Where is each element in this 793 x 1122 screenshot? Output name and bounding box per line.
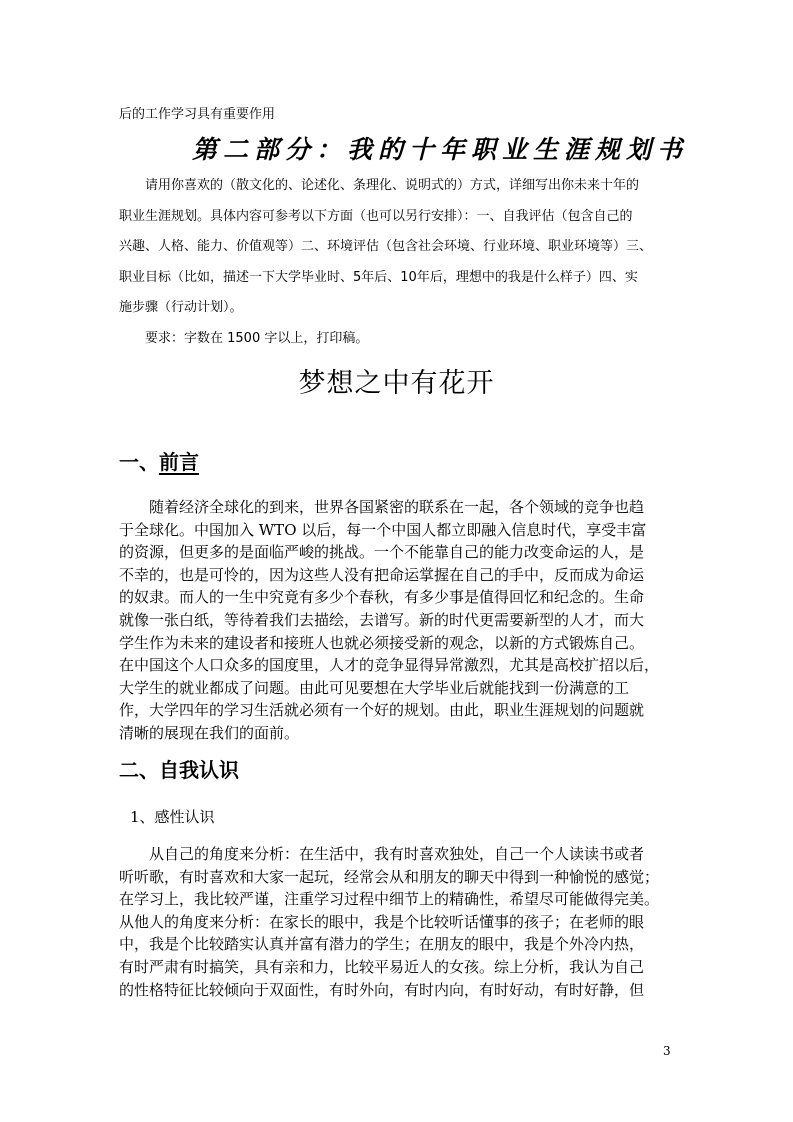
continued-line: 后的工作学习具有重要作用 bbox=[119, 107, 276, 122]
paragraph-line: 有时严肃有时搞笑，具有亲和力，比较平易近人的女孩。综上分析，我认为自己 bbox=[119, 957, 645, 976]
section-number: 一、 bbox=[119, 450, 159, 474]
paragraph-line: 在中国这个人口众多的国度里，人才的竞争显得异常激烈，尤其是高校扩招以后， bbox=[119, 656, 660, 675]
paragraph-line: 于全球化。中国加入 WTO 以后，每一个中国人都立即融入信息时代，享受丰富 bbox=[119, 520, 647, 539]
paragraph-line: 听听歌，有时喜欢和大家一起玩，经常会从和朋友的聊天中得到一种愉悦的感觉； bbox=[119, 867, 660, 886]
paragraph-line: 的资源，但更多的是面临严峻的挑战。一个不能靠自己的能力改变命运的人，是 bbox=[119, 543, 645, 562]
paragraph-line: 清晰的展现在我们的面前。 bbox=[119, 723, 300, 742]
paragraph-line: 在学习上，我比较严谨，注重学习过程中细节上的精确性，希望尽可能做得完美。 bbox=[119, 890, 660, 909]
paragraph-line: 大学生的就业都成了问题。由此可见要想在大学毕业后就能找到一份满意的工 bbox=[119, 678, 630, 697]
paragraph-line: 的性格特征比较倾向于双面性，有时外向，有时内向，有时好动，有时好静，但 bbox=[119, 980, 645, 999]
paragraph-line: 中，我是个比较踏实认真并富有潜力的学生；在朋友的眼中，我是个外冷内热， bbox=[119, 935, 645, 954]
preface-paragraph bbox=[119, 496, 674, 745]
essay-title: 梦想之中有花开 bbox=[298, 368, 495, 399]
prompt-line: 请用你喜欢的（散文化的、论述化、条理化、说明式的）方式，详细写出你未来十年的 bbox=[145, 178, 640, 193]
prompt-line: 兴趣、人格、能力、价值观等）二、环境评估（包含社会环境、行业环境、职业环境等）三、 bbox=[119, 239, 653, 254]
paragraph-line: 从自己的角度来分析：在生活中，我有时喜欢独处，自己一个人读读书或者 bbox=[149, 845, 645, 863]
paragraph-line: 作，大学四年的学习生活就必须有一个好的规划。由此，职业生涯规划的问题就 bbox=[119, 701, 645, 720]
subsection-heading: 1、感性认识 bbox=[130, 808, 215, 826]
section-heading-self-awareness: 二、自我认识 bbox=[119, 758, 239, 782]
section-title: 前言 bbox=[159, 450, 199, 474]
part-title: 第二部分：我的十年职业生涯规划书 bbox=[192, 135, 689, 164]
paragraph-line: 就像一张白纸，等待着我们去描绘，去谱写。新的时代更需要新型的人才，而大 bbox=[119, 610, 645, 629]
section-heading-preface bbox=[119, 446, 199, 475]
paragraph-line: 从他人的角度来分析：在家长的眼中，我是个比较听话懂事的孩子；在老师的眼 bbox=[119, 912, 645, 931]
paragraph-line: 学生作为未来的建设者和接班人也就必须接受新的观念，以新的方式锻炼自己。 bbox=[119, 633, 645, 652]
page-number: 3 bbox=[663, 1044, 671, 1058]
prompt-line: 职业生涯规划。具体内容可参考以下方面（也可以另行安排）：一、自我评估（包含自己的 bbox=[119, 208, 633, 224]
prompt-line: 职业目标（比如，描述一下大学毕业时、5年后、10年后，理想中的我是什么样子）四、实 bbox=[119, 269, 638, 285]
paragraph-line: 的奴隶。而人的一生中究竟有多少个春秋，有多少事是值得回忆和纪念的。生命 bbox=[119, 588, 645, 607]
paragraph-line: 随着经济全球化的到来，世界各国紧密的联系在一起，各个领域的竞争也趋 bbox=[149, 498, 645, 516]
prompt-requirement: 要求：字数在 1500 字以上，打印稿。 bbox=[145, 330, 369, 346]
paragraph-line: 不幸的，也是可怜的，因为这些人没有把命运掌握在自己的手中，反而成为命运 bbox=[119, 565, 645, 584]
prompt-line: 施步骤（行动计划）。 bbox=[119, 300, 243, 315]
self-awareness-paragraph bbox=[119, 843, 674, 1001]
assignment-prompt bbox=[119, 171, 679, 354]
